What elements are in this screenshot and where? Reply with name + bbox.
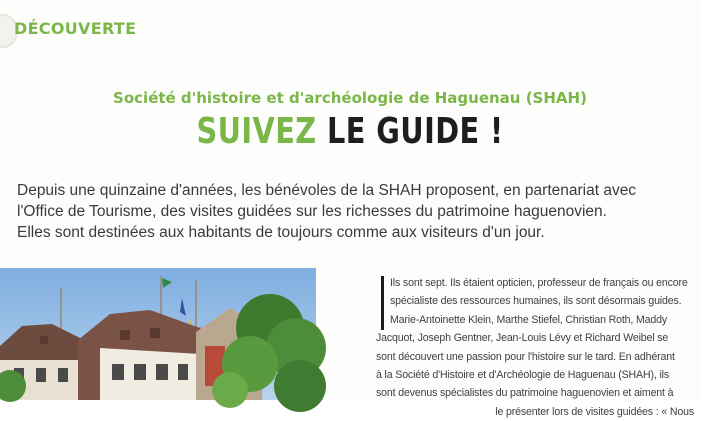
intro-paragraph (17, 180, 707, 243)
intro-line: Depuis une quinzaine d'années, les bénévoles de la SHAH proposent, en partenariat avec (17, 182, 637, 199)
article-body (376, 274, 694, 421)
article-line: Marie-Antoinette Klein, Marthe Stiefel, Christian Roth, Maddy (390, 313, 668, 326)
article-line: sont découvert une passion pour l'histoire sur le tard. En adhérant (376, 350, 675, 363)
article-subtitle: Société d'histoire et d'archéologie de Haguenau (SHAH) (113, 89, 587, 107)
article-line: à la Société d'Histoire et d'Archéologie de Haguenau (SHAH), ils (376, 368, 669, 381)
article-line: Ils sont sept. Ils étaient opticien, professeur de français ou encore (390, 277, 688, 289)
article-title (70, 109, 630, 155)
intro-line: l'Office de Tourisme, des visites guidées sur les richesses du patrimoine haguenovien. (17, 203, 607, 220)
article-line: sont devenus spécialistes du patrimoine haguenovien et aiment à (376, 387, 674, 400)
article-line: Jacquot, Joseph Gentner, Jean-Louis Lévy et Richard Weibel se (376, 332, 669, 345)
intro-line: Elles sont destinées aux habitants de toujours comme aux visiteurs d'un jour. (17, 224, 545, 241)
town-photo (0, 268, 316, 400)
article-line: le présenter lors de visites guidées : « Nous (495, 405, 694, 418)
article-line: spécialiste des ressources humaines, ils sont désormais guides. (390, 295, 682, 308)
title-green-part: SUIVEZ (196, 111, 317, 152)
section-tag: DÉCOUVERTE (14, 19, 137, 38)
title-dark-part: LE GUIDE ! (327, 111, 504, 152)
